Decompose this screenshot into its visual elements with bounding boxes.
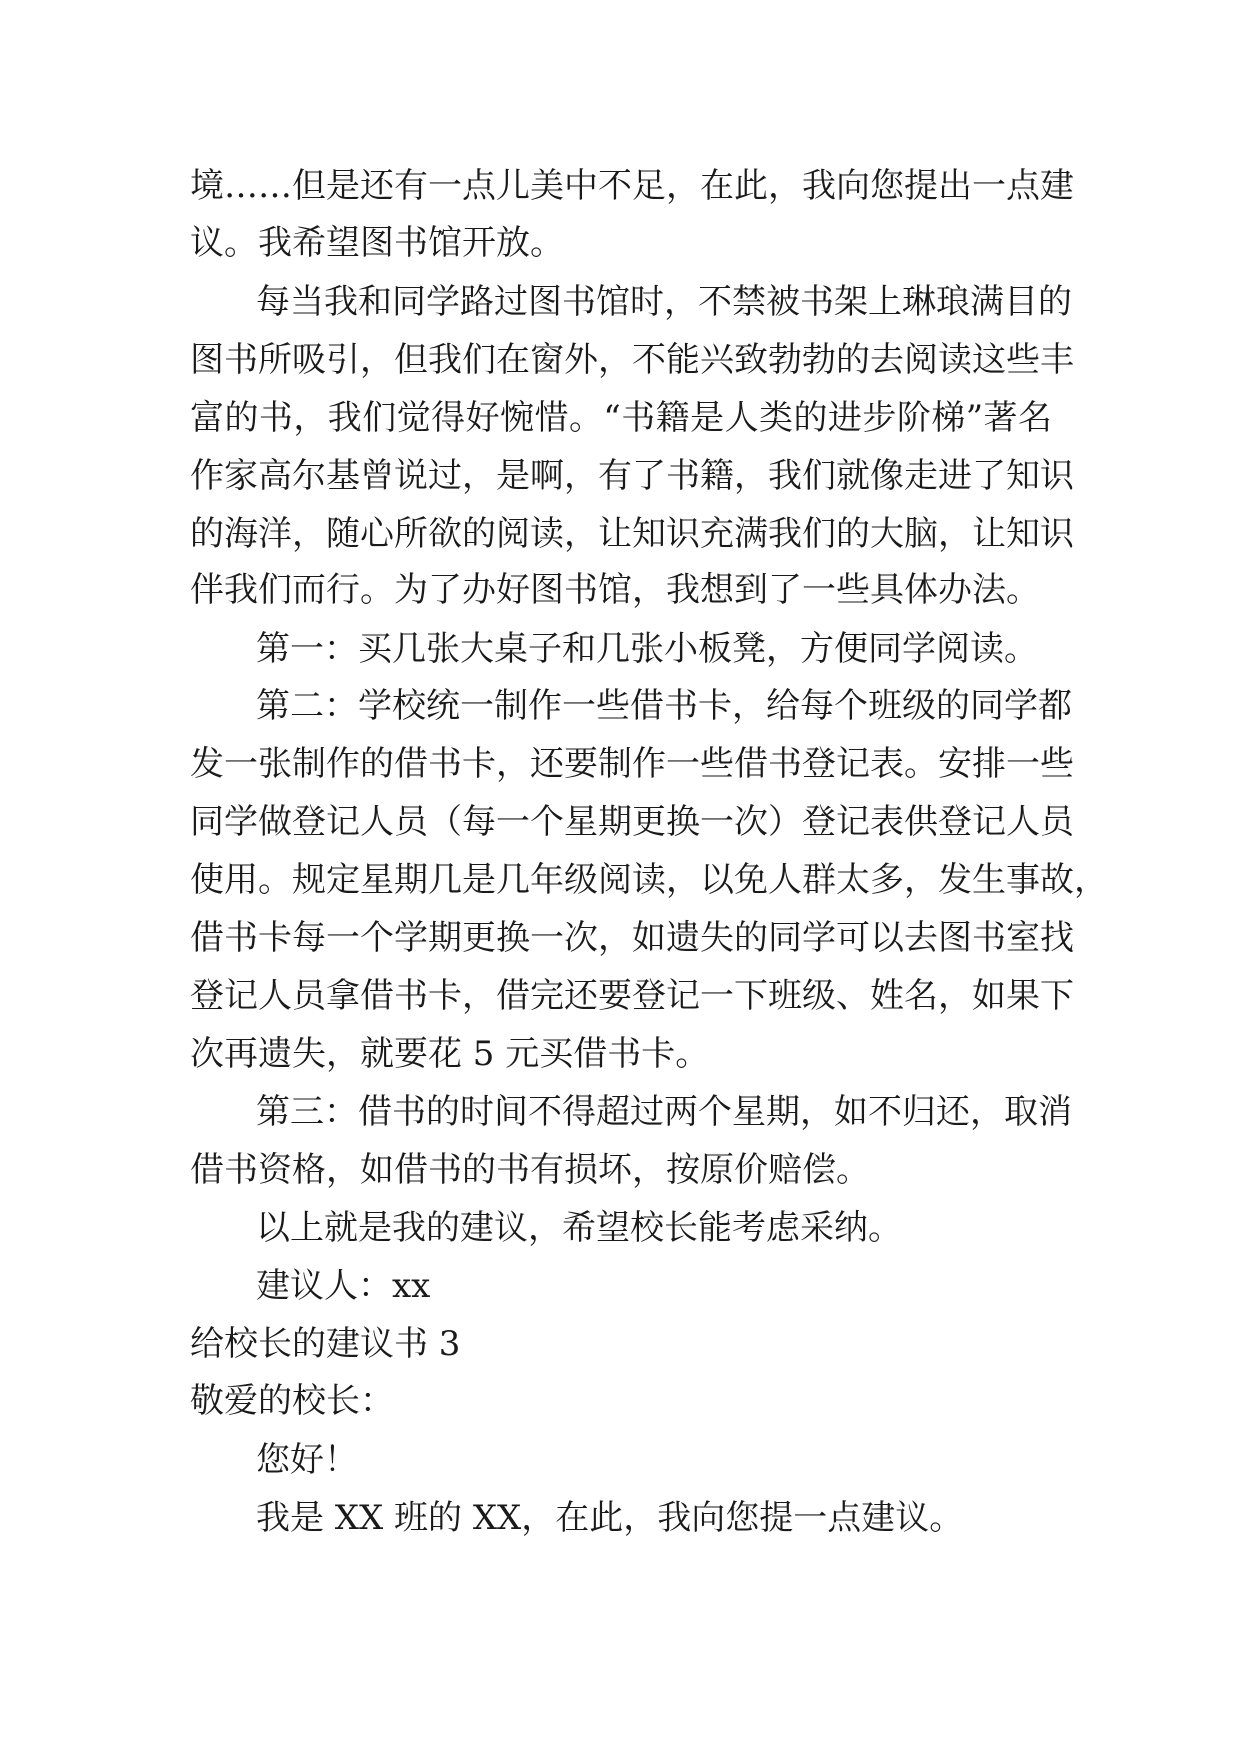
list-item-third: 第三：借书的时间不得超过两个星期，如不归还，取消 [256, 1092, 1072, 1132]
paragraph-line: 富的书，我们觉得好惋惜。“书籍是人类的进步阶梯”著名 [190, 398, 1052, 438]
paragraph-line: 登记人员拿借书卡，借完还要登记一下班级、姓名，如果下 [190, 976, 1074, 1016]
paragraph-line: 次再遗失，就要花 5 元买借书卡。 [190, 1034, 710, 1074]
paragraph-line: 境……但是还有一点儿美中不足，在此，我向您提出一点建 [190, 166, 1074, 206]
intro-line: 我是 XX 班的 XX，在此，我向您提一点建议。 [256, 1498, 964, 1538]
section-title: 给校长的建议书 3 [190, 1324, 461, 1364]
paragraph-line: 发一张制作的借书卡，还要制作一些借书登记表。安排一些 [190, 744, 1074, 784]
paragraph-line: 伴我们而行。为了办好图书馆，我想到了一些具体办法。 [190, 570, 1040, 610]
paragraph-line: 图书所吸引，但我们在窗外，不能兴致勃勃的去阅读这些丰 [190, 340, 1074, 380]
paragraph-line: 作家高尔基曾说过，是啊，有了书籍，我们就像走进了知识 [190, 456, 1074, 496]
paragraph-line: 每当我和同学路过图书馆时，不禁被书架上琳琅满目的 [256, 282, 1072, 322]
greeting: 您好！ [256, 1440, 358, 1480]
list-item-second: 第二：学校统一制作一些借书卡，给每个班级的同学都 [256, 686, 1072, 726]
paragraph-line: 借书资格，如借书的书有损坏，按原价赔偿。 [190, 1150, 870, 1190]
paragraph-line: 的海洋，随心所欲的阅读，让知识充满我们的大脑，让知识 [190, 514, 1074, 554]
paragraph-line: 使用。规定星期几是几年级阅读，以免人群太多，发生事故， [190, 860, 1108, 900]
paragraph-line: 借书卡每一个学期更换一次，如遗失的同学可以去图书室找 [190, 918, 1074, 958]
paragraph-line: 议。我希望图书馆开放。 [190, 223, 564, 263]
paragraph-line: 同学做登记人员（每一个星期更换一次）登记表供登记人员 [190, 802, 1074, 842]
list-item-first: 第一：买几张大桌子和几张小板凳，方便同学阅读。 [256, 629, 1038, 669]
signature-line: 建议人：xx [256, 1266, 431, 1306]
salutation: 敬爱的校长： [190, 1381, 394, 1421]
closing-line: 以上就是我的建议，希望校长能考虑采纳。 [256, 1208, 902, 1248]
